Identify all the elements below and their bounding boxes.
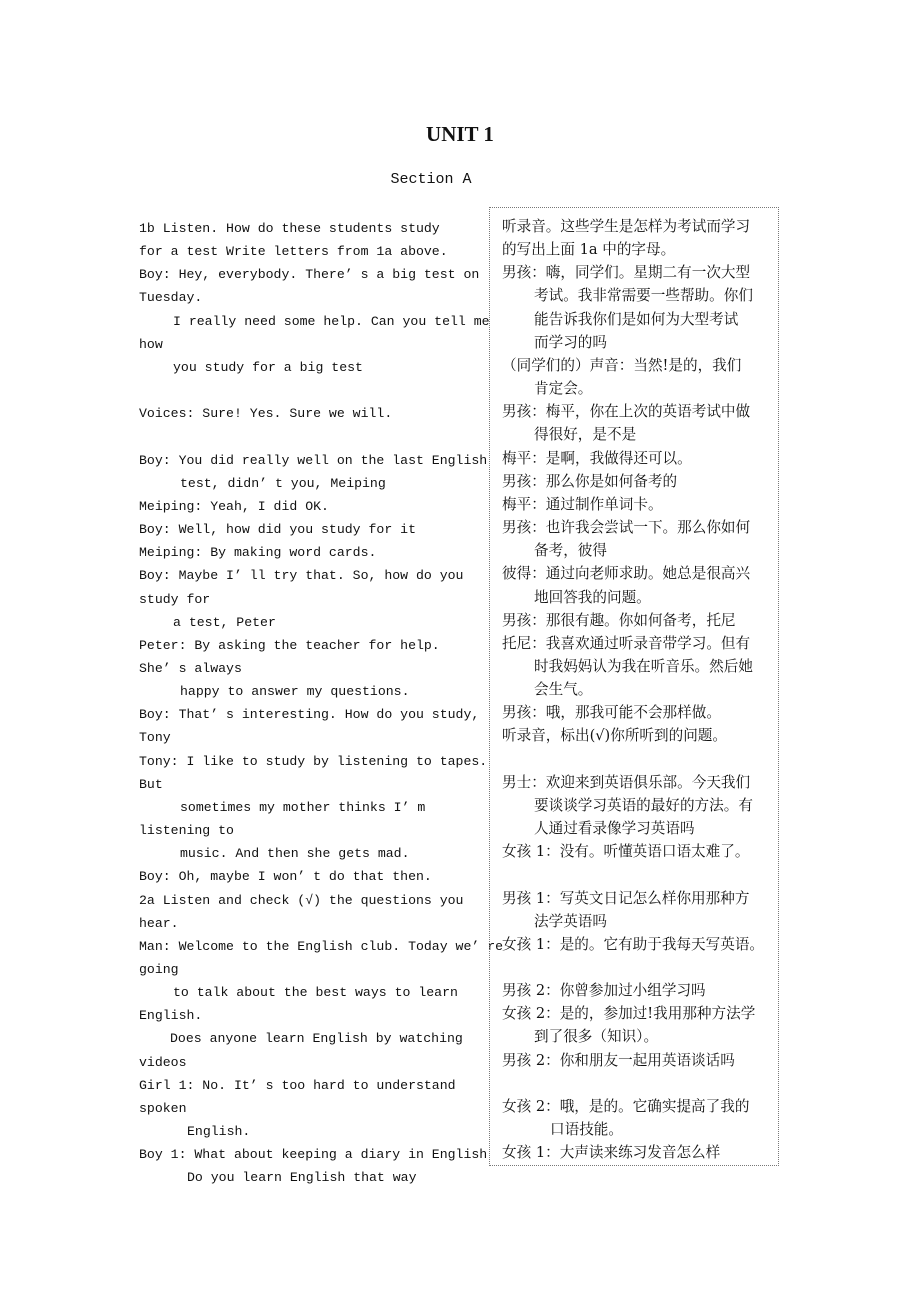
text-line: Tony: I like to study by listening to tapes.: [139, 753, 488, 769]
text-line: 女孩 1：没有。听懂英语口语太难了。: [502, 843, 750, 861]
text-line: Meiping: By making word cards.: [139, 545, 377, 561]
text-line: 法学英语吗: [534, 912, 607, 930]
text-line: She’ s always: [139, 660, 242, 676]
text-line: hear.: [139, 915, 179, 931]
text-line: Boy: Maybe I’ ll try that. So, how do you: [139, 568, 464, 584]
text-line: 男孩 2：你曾参加过小组学习吗: [502, 982, 706, 1000]
text-line: 到了很多（知识）。: [534, 1028, 659, 1046]
text-line: 得很好，是不是: [534, 426, 637, 444]
text-line: 男孩：梅平，你在上次的英语考试中做: [502, 403, 751, 421]
text-line: But: [139, 776, 163, 792]
text-line: 时我妈妈认为我在听音乐。然后她: [534, 657, 753, 675]
text-line: 听录音。这些学生是怎样为考试而学习: [502, 218, 751, 235]
text-line: Boy: That’ s interesting. How do you study,: [139, 707, 480, 723]
text-line: （同学们的）声音：当然!是的，我们: [502, 356, 742, 374]
text-line: 梅平：是啊，我做得还可以。: [502, 449, 692, 467]
text-line: [502, 748, 764, 771]
text-line: [502, 956, 764, 979]
text-line: Girl 1: No. It’ s too hard to understand: [139, 1077, 456, 1093]
text-line: English.: [187, 1124, 251, 1140]
chinese-translation: [502, 215, 764, 1164]
text-line: Do you learn English that way: [187, 1170, 417, 1186]
text-line: 人通过看录像学习英语吗: [534, 820, 695, 838]
text-line: Tony: [139, 730, 171, 746]
chinese-translation-box: [489, 207, 779, 1166]
text-line: Peter: By asking the teacher for help.: [139, 637, 440, 653]
text-line: Boy: Oh, maybe I won’ t do that then.: [139, 869, 432, 885]
text-line: Does anyone learn English by watching: [170, 1031, 463, 1047]
text-line: 女孩 2：是的，参加过!我用那种方法学: [502, 1005, 756, 1023]
text-line: 女孩 1：大声读来练习发音怎么样: [502, 1144, 721, 1162]
text-line: happy to answer my questions.: [180, 684, 410, 700]
text-line: Man: Welcome to the English club. Today we’ re: [139, 938, 504, 954]
text-line: English.: [139, 1008, 203, 1024]
text-line: 要谈谈学习英语的最好的方法。有: [534, 796, 753, 814]
text-line: 女孩 1：是的。它有助于我每天写英语。: [502, 935, 765, 953]
text-line: sometimes my mother thinks I’ m: [180, 799, 426, 815]
text-line: videos: [139, 1054, 187, 1070]
text-line: music. And then she gets mad.: [180, 846, 410, 862]
text-line: 而学习的吗: [534, 333, 607, 351]
text-line: test, didn’ t you, Meiping: [180, 475, 386, 491]
text-line: 彼得：通过向老师求助。她总是很高兴: [502, 565, 751, 583]
text-line: going: [139, 962, 179, 977]
text-line: Boy: Hey, everybody. There’ s a big test on: [139, 267, 480, 283]
text-line: 女孩 2：哦，是的。它确实提高了我的: [502, 1097, 750, 1115]
text-line: 备考，彼得: [534, 542, 607, 560]
text-line: I really need some help. Can you tell me: [173, 313, 490, 329]
text-line: Meiping: Yeah, I did OK.: [139, 498, 329, 514]
text-line: 地回答我的问题。: [534, 588, 651, 606]
text-line: you study for a big test: [173, 359, 363, 375]
text-line: 男孩：也许我会尝试一下。那么你如何: [502, 519, 751, 537]
text-line: [139, 379, 484, 402]
text-line: to talk about the best ways to learn: [173, 985, 458, 1001]
text-line: 肯定会。: [534, 380, 593, 398]
text-line: 考试。我非常需要一些帮助。你们: [534, 287, 753, 305]
text-line: 1b Listen. How do these students study: [139, 221, 440, 236]
text-line: study for: [139, 591, 211, 607]
text-line: listening to: [139, 823, 234, 839]
text-line: [502, 863, 764, 886]
text-line: 男孩：嗨，同学们。星期二有一次大型: [502, 264, 751, 282]
text-line: 男孩：那么你是如何备考的: [502, 472, 678, 490]
text-line: a test, Peter: [173, 614, 276, 630]
text-line: 男孩：哦，那我可能不会那样做。: [502, 704, 721, 722]
text-line: Voices: Sure! Yes. Sure we will.: [139, 406, 393, 422]
text-line: 梅平：通过制作单词卡。: [502, 495, 663, 513]
text-line: 男孩 1：写英文日记怎么样你用那种方: [502, 889, 750, 907]
text-line: 会生气。: [534, 681, 593, 699]
text-line: 能告诉我你们是如何为大型考试: [534, 310, 739, 328]
text-line: 口语技能。: [550, 1121, 623, 1139]
text-line: [502, 1072, 764, 1095]
text-line: 2a Listen and check (√) the questions you: [139, 892, 464, 908]
unit-title: UNIT 1: [426, 122, 494, 146]
text-line: 男孩 2：你和朋友一起用英语谈话吗: [502, 1051, 735, 1069]
text-line: [139, 425, 484, 448]
text-line: spoken: [139, 1100, 187, 1116]
text-line: for a test Write letters from 1a above.: [139, 244, 448, 260]
text-line: 听录音，标出(√)你所听到的问题。: [502, 727, 728, 745]
text-line: 托尼：我喜欢通过听录音带学习。但有: [502, 634, 751, 652]
section-heading: Section A: [390, 171, 472, 188]
text-line: Boy 1: What about keeping a diary in English: [139, 1147, 488, 1163]
text-line: Boy: Well, how did you study for it: [139, 522, 416, 538]
text-line: 的写出上面 1a 中的字母。: [502, 241, 676, 259]
text-line: 男士：欢迎来到英语俱乐部。今天我们: [502, 773, 751, 791]
text-line: how: [139, 336, 163, 352]
text-line: Boy: You did really well on the last English: [139, 452, 488, 468]
text-line: 男孩：那很有趣。你如何备考，托尼: [502, 611, 736, 629]
english-transcript: [139, 217, 504, 1190]
text-line: Tuesday.: [139, 290, 203, 306]
